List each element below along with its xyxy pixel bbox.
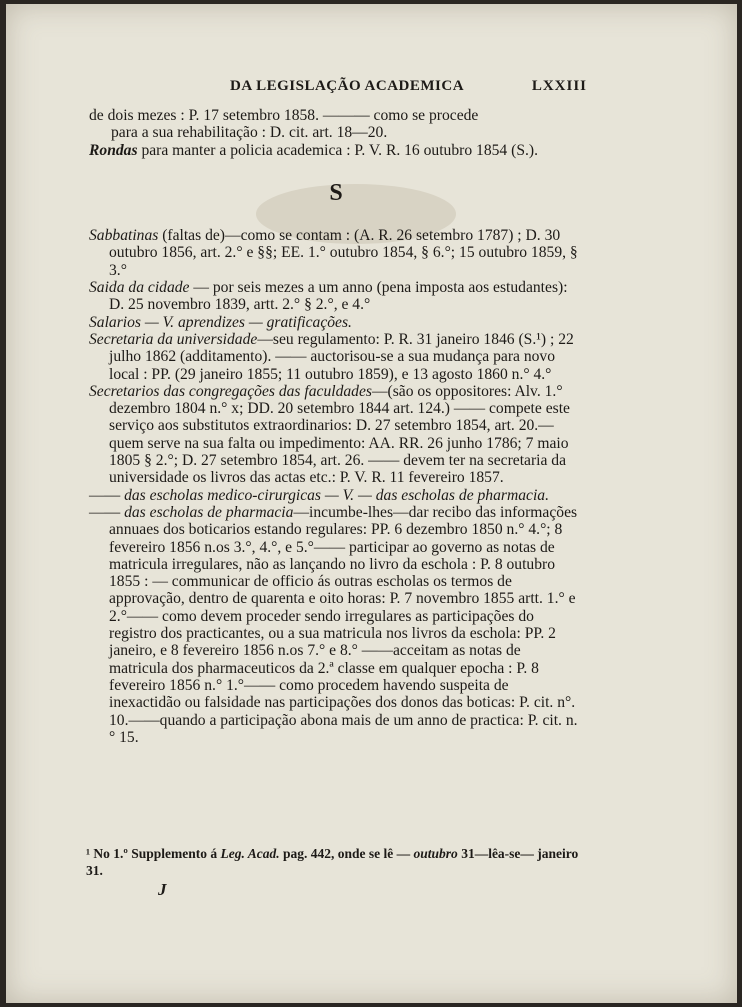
entry-term: Secretarios das congregações das faculdades (89, 382, 372, 400)
entry-rondas (89, 142, 583, 159)
entry-sabbatinas (89, 227, 583, 279)
book-page (6, 4, 737, 1003)
running-header (6, 78, 737, 98)
entry-line: para a sua rehabilitação : D. cit. art. 18—20. (111, 124, 388, 142)
section-letter: S (329, 179, 343, 206)
footnote-text: Leg. Acad. (220, 846, 280, 861)
signature-mark: J (158, 880, 167, 899)
footnote (86, 845, 586, 879)
entry-term: Secretaria da universidade (89, 330, 258, 348)
dash-rule: —— (89, 486, 121, 504)
footnote-text: pag. 442, onde se lê — (279, 846, 414, 861)
footnote-text: outubro (413, 846, 458, 861)
entry-text: —seu regulamento: P. R. 31 janeiro 1846 (S.¹) ; 22 julho 1862 (additamento). —— auctorisou-se a sua mudança para novo local : PP. (29 janeiro 1855; 11 outubro 1859), e 13 agosto 1860 n.° 4.° (109, 330, 574, 383)
entry-line: de dois mezes : P. 17 setembro 1858. ——— como se procede (89, 107, 479, 124)
page-number: LXXIII (531, 78, 587, 94)
entry-medico-cirurgicas (89, 487, 583, 504)
entry-text: —incumbe-lhes—dar recibo das informações annuaes dos boticarios estando regulares: PP. 6 dezembro 1850 n.° 4.°; 8 fevereiro 1856 n.os 3.°, 4.°, e 5.°—— participar ao governo as notas de matricula irregulares, não as lançando no livro da eschola : P. 8 outubro 1855 : — communicar de officio ás outras escholas os termos de approvação, dentro de quarenta e oito horas: P. 7 novembro 1855 artt. 1.° e 2.°—— como devem proceder sendo irregulares as participações do registro dos practicantes, ou a sua matricula nos livros da eschola: PP. 2 janeiro, e 8 fevereiro 1856 n.os 7.° e 8.° ——acceitam as notas de matricula dos pharmaceuticos da 2.ª classe em qualquer epocha : P. 8 fevereiro 1856 n.° 1.°—— como procedem havendo suspeita de inexactidão ou falsidade nas participações dos donos das boticas: P. cit. n°. 10.——quando a participação abona mais de um anno de practica: P. cit. n.° 15. (109, 503, 578, 746)
entry-term: Rondas (89, 141, 138, 159)
entry-saida (89, 279, 583, 314)
footnote-text: ¹ No 1.º Supplemento á (86, 846, 221, 861)
entry-text: (faltas de)—como se contam : (A. R. 26 setembro 1787) ; D. 30 outubro 1856, art. 2.° e §§; EE. 1.° outubro 1854, § 6.°; 15 outubro 1859, § 3.° (109, 227, 578, 279)
entry-term: Salarios (89, 313, 141, 331)
entry-text: para manter a policia academica : P. V. R. 16 outubro 1854 (S.). (137, 141, 538, 159)
running-title: DA LEGISLAÇÃO ACADEMICA (230, 78, 465, 94)
entry-secretarios (89, 383, 583, 487)
entry-term: Sabbatinas (89, 227, 159, 245)
entry-text: das escholas medico-cirurgicas — V. — das escholas de pharmacia. (120, 486, 549, 504)
entry-term: das escholas de pharmacia (120, 503, 294, 521)
footnote-text: 31—lêa-se— janeiro 31. (86, 846, 579, 878)
entry-secretaria (89, 331, 583, 383)
entry-continuation (89, 107, 583, 142)
page-body (89, 107, 583, 746)
entry-text: — por seis mezes a um anno (pena imposta aos estudantes): D. 25 novembro 1839, artt. 2.° § 2.°, e 4.° (109, 279, 568, 314)
entry-text: —(são os oppositores: Alv. 1.° dezembro 1804 n.° x; DD. 20 setembro 1844 art. 124.) —— compete este serviço aos substitutos extraordinarios: D. 27 setembro 1854, art. 20.—quem serve na sua falta ou impedimento: AA. RR. 26 junho 1786; 7 maio 1805 § 2.°; D. 27 setembro 1854, art. 26. —— devem ter na secretaria da universidade os livros das actas etc.: P. V. R. 11 fevereiro 1857. (109, 382, 570, 487)
dash-rule: —— (89, 503, 121, 521)
entry-salarios (89, 314, 583, 331)
entry-text: — V. aprendizes — gratificações. (141, 313, 352, 331)
entry-pharmacia (89, 504, 583, 746)
entry-term: Saida da cidade (89, 279, 190, 297)
